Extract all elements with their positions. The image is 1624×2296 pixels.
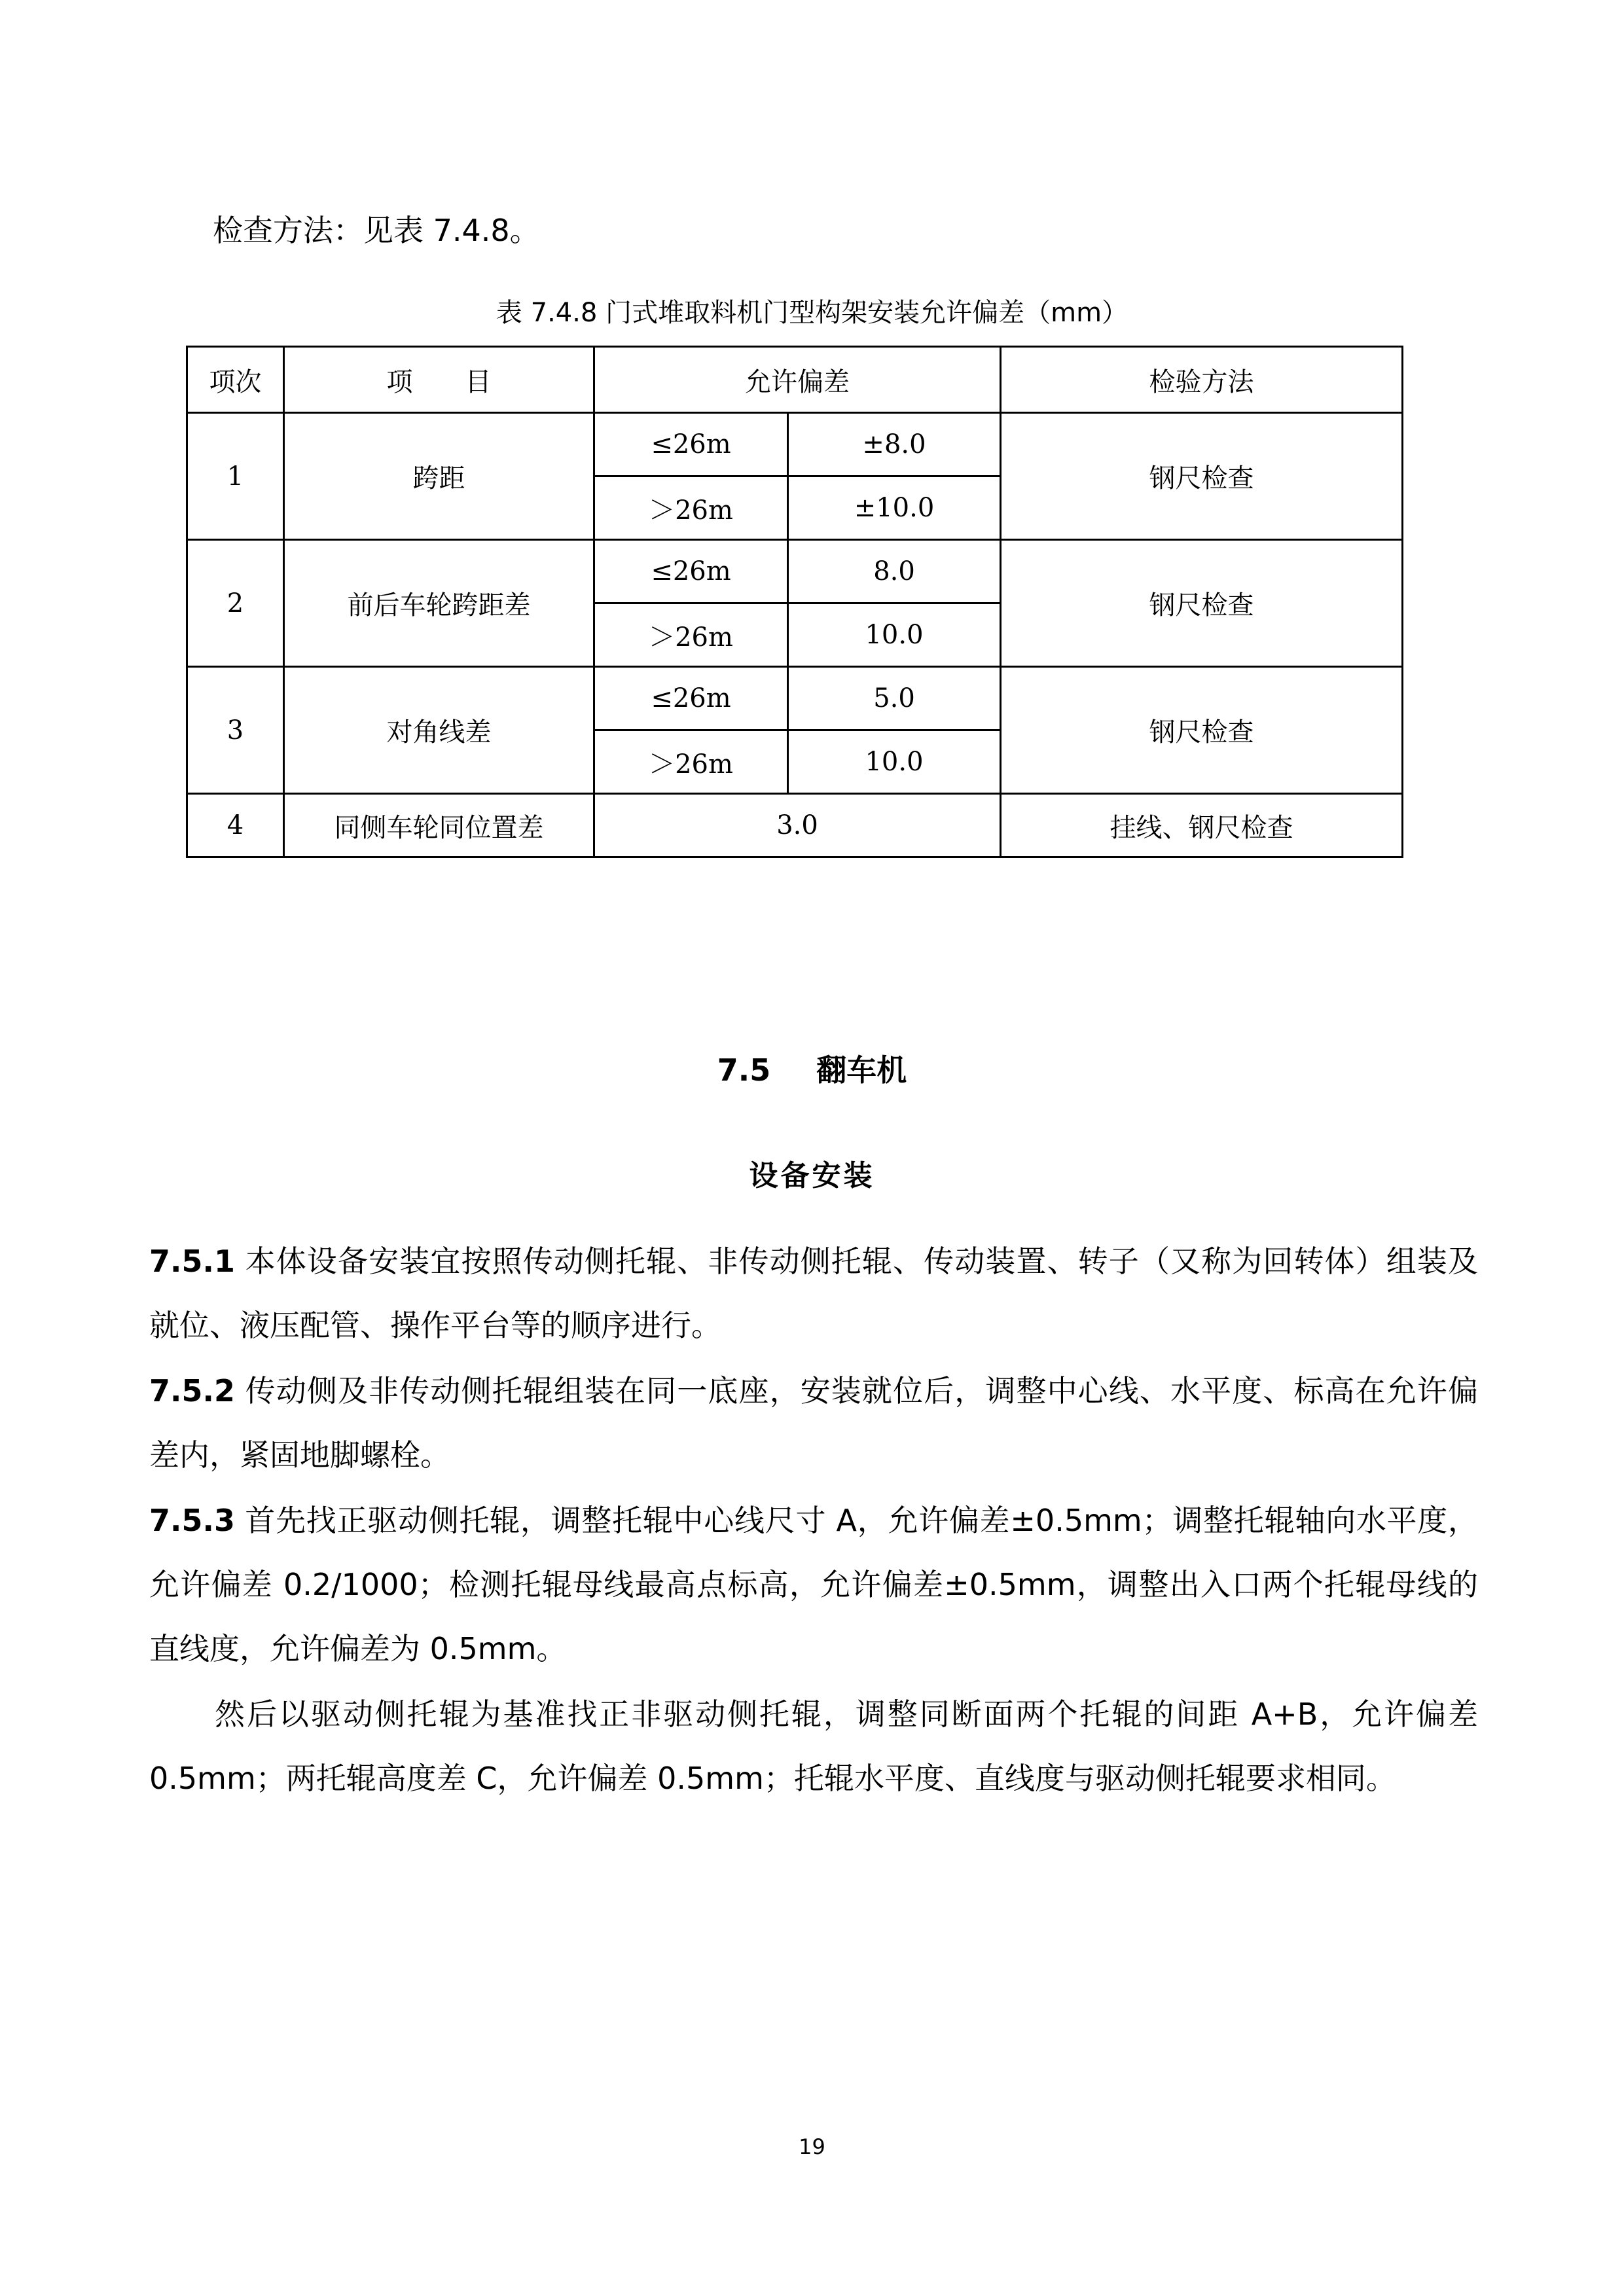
section-heading — [0, 1047, 1624, 1093]
cell-condition: ＞26m — [594, 476, 788, 540]
cell-no: 2 — [187, 540, 284, 667]
subheading: 设备安装 — [749, 1159, 875, 1193]
table-header-row — [187, 347, 1403, 413]
table-row — [187, 667, 1403, 730]
cell-value: ±10.0 — [788, 476, 1001, 540]
clause-number: 7.5.2 — [149, 1373, 235, 1408]
cell-no: 1 — [187, 413, 284, 540]
cell-condition: ＞26m — [594, 603, 788, 667]
table-caption: 表 7.4.8 门式堆取料机门型构架安装允许偏差（mm） — [496, 298, 1128, 328]
cell-value: 8.0 — [788, 540, 1001, 603]
cell-condition: ≤26m — [594, 413, 788, 476]
clause-text: 传动侧及非传动侧托辊组装在同一底座，安装就位后，调整中心线、水平度、标高在允许偏差内，紧固地脚螺栓。 — [149, 1373, 1478, 1473]
tolerance-table — [186, 346, 1403, 858]
cell-value: ±8.0 — [788, 413, 1001, 476]
clause-number: 7.5.3 — [149, 1503, 235, 1538]
section-title: 翻车机 — [816, 1052, 907, 1088]
cell-item: 跨距 — [284, 413, 594, 540]
cell-value: 3.0 — [594, 794, 1001, 857]
paragraph-continuation: 然后以驱动侧托辊为基准找正非驱动侧托辊，调整同断面两个托辊的间距 A+B，允许偏差 0.5mm；两托辊高度差 C，允许偏差 0.5mm；托辊水平度、直线度与驱动侧托辊要求相同。 — [149, 1696, 1478, 1796]
cell-method: 钢尺检查 — [1001, 540, 1403, 667]
cell-value: 10.0 — [788, 603, 1001, 667]
page-number: 19 — [799, 2134, 825, 2159]
table-row — [187, 540, 1403, 603]
clause-text: 首先找正驱动侧托辊，调整托辊中心线尺寸 A，允许偏差±0.5mm；调整托辊轴向水平度，允许偏差 0.2/1000；检测托辊母线最高点标高，允许偏差±0.5mm，调整出入口两个托辊母线的直线度，允许偏差为 0.5mm。 — [149, 1503, 1478, 1666]
cell-condition: ≤26m — [594, 667, 788, 730]
header-tolerance: 允许偏差 — [594, 347, 1001, 413]
cell-value: 10.0 — [788, 730, 1001, 794]
cell-condition: ＞26m — [594, 730, 788, 794]
cell-no: 4 — [187, 794, 284, 857]
check-method-text: 检查方法：见表 7.4.8。 — [213, 213, 540, 248]
cell-method: 钢尺检查 — [1001, 413, 1403, 540]
cell-item: 前后车轮跨距差 — [284, 540, 594, 667]
paragraph — [149, 1359, 1478, 1487]
section-number: 7.5 — [717, 1052, 771, 1088]
header-item: 项 目 — [284, 347, 594, 413]
table-row — [187, 794, 1403, 857]
cell-value: 5.0 — [788, 667, 1001, 730]
cell-method: 钢尺检查 — [1001, 667, 1403, 794]
table-row — [187, 413, 1403, 476]
cell-method: 挂线、钢尺检查 — [1001, 794, 1403, 857]
paragraph — [149, 1229, 1478, 1357]
cell-no: 3 — [187, 667, 284, 794]
cell-condition: ≤26m — [594, 540, 788, 603]
cell-item: 同侧车轮同位置差 — [284, 794, 594, 857]
header-item-no: 项次 — [187, 347, 284, 413]
header-method: 检验方法 — [1001, 347, 1403, 413]
clause-text: 本体设备安装宜按照传动侧托辊、非传动侧托辊、传动装置、转子（又称为回转体）组装及就位、液压配管、操作平台等的顺序进行。 — [149, 1244, 1478, 1343]
paragraph — [149, 1488, 1478, 1681]
clause-number: 7.5.1 — [149, 1244, 235, 1279]
cell-item: 对角线差 — [284, 667, 594, 794]
